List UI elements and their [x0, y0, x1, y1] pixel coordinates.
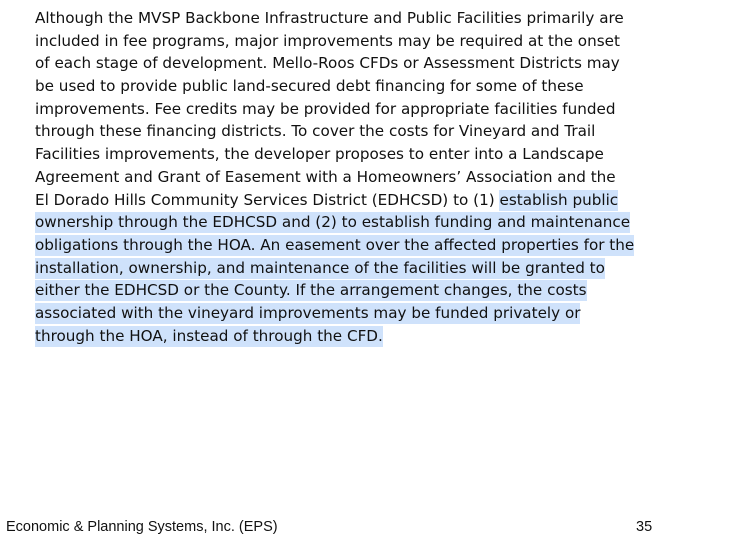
page-number: 35 [636, 519, 653, 535]
paragraph-line [35, 211, 695, 234]
body-paragraph [35, 7, 695, 347]
paragraph-line: Agreement and Grant of Easement with a Homeowners’ Association and the [35, 167, 616, 186]
paragraph-line: improvements. Fee credits may be provided for appropriate facilities funded [35, 99, 616, 118]
selected-text[interactable]: establish public [499, 190, 619, 209]
paragraph-line: Facilities improvements, the developer proposes to enter into a Landscape [35, 145, 604, 164]
paragraph-text: El Dorado Hills Community Services District (EDHCSD) to (1) [35, 190, 500, 209]
selected-text[interactable]: obligations through the HOA. An easement over the affected properties for the [35, 235, 635, 254]
footer-company: Economic & Planning Systems, Inc. (EPS) [6, 519, 278, 535]
selected-text[interactable]: either the EDHCSD or the County. If the arrangement changes, the costs [35, 281, 587, 300]
paragraph-line [35, 234, 695, 257]
paragraph-line: through these financing districts. To cover the costs for Vineyard and Trail [35, 122, 596, 141]
paragraph-line [35, 189, 695, 212]
paragraph-line [35, 302, 695, 325]
paragraph-line [35, 279, 695, 302]
paragraph-line: included in fee programs, major improvements may be required at the onset [35, 31, 620, 50]
paragraph-line: Although the MVSP Backbone Infrastructure and Public Facilities primarily are [35, 9, 624, 27]
paragraph-line [35, 325, 695, 348]
selected-text[interactable]: installation, ownership, and maintenance of the facilities will be granted to [35, 258, 605, 277]
selected-text[interactable]: through the HOA, instead of through the CFD. [35, 326, 383, 345]
paragraph-line: of each stage of development. Mello-Roos CFDs or Assessment Districts may [35, 54, 620, 73]
paragraph-line: be used to provide public land-secured debt financing for some of these [35, 77, 584, 96]
selected-text[interactable]: ownership through the EDHCSD and (2) to establish funding and maintenance [35, 213, 631, 232]
selected-text[interactable]: associated with the vineyard improvements may be funded privately or [35, 303, 581, 322]
paragraph-line [35, 257, 695, 280]
